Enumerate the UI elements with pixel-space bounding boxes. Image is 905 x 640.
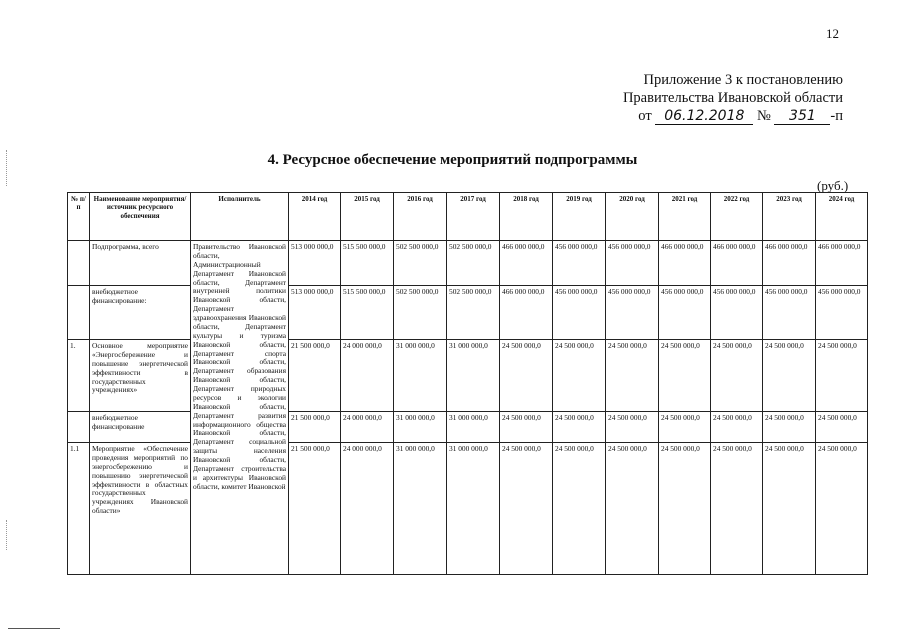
units-label: (руб.) (817, 178, 849, 193)
value-cell: 515 500 000,0 (341, 286, 394, 340)
value-cell: 21 500 000,0 (289, 340, 341, 412)
value-cell: 24 000 000,0 (341, 443, 394, 575)
value-cell: 24 500 000,0 (500, 443, 553, 575)
value-cell: 24 500 000,0 (763, 443, 816, 575)
value-cell: 24 500 000,0 (553, 412, 606, 443)
value-cell: 456 000 000,0 (659, 286, 711, 340)
row-num: 1. (68, 340, 90, 412)
header-year: 2018 год (500, 193, 553, 241)
value-cell: 24 000 000,0 (341, 340, 394, 412)
value-cell: 21 500 000,0 (289, 443, 341, 575)
table-row (68, 286, 868, 340)
page-number: 12 (826, 26, 839, 41)
value-cell: 31 000 000,0 (394, 340, 447, 412)
appendix-line-2: Правительства Ивановской области (622, 90, 843, 106)
value-cell: 24 500 000,0 (606, 340, 659, 412)
value-cell: 24 500 000,0 (816, 443, 868, 575)
row-num (68, 412, 90, 443)
value-cell: 24 500 000,0 (500, 412, 553, 443)
row-name: Мероприятие «Обеспечение проведения мероприятий по энергосбережению и повышению энергетической эффективности в областных государственных учреждениях Ивановской области» (90, 443, 191, 575)
value-cell: 456 000 000,0 (553, 286, 606, 340)
header-year: 2021 год (659, 193, 711, 241)
value-cell: 24 500 000,0 (816, 340, 868, 412)
header-year: 2017 год (447, 193, 500, 241)
value-cell: 24 500 000,0 (711, 412, 763, 443)
value-cell: 21 500 000,0 (289, 412, 341, 443)
value-cell: 31 000 000,0 (447, 340, 500, 412)
appendix-from-label: от (638, 108, 652, 124)
value-cell: 466 000 000,0 (711, 241, 763, 286)
value-cell: 466 000 000,0 (659, 241, 711, 286)
value-cell: 456 000 000,0 (606, 241, 659, 286)
value-cell: 456 000 000,0 (711, 286, 763, 340)
table-row (68, 443, 868, 575)
header-year: 2015 год (341, 193, 394, 241)
value-cell: 466 000 000,0 (500, 241, 553, 286)
resource-table (67, 192, 868, 575)
value-cell: 502 500 000,0 (394, 241, 447, 286)
value-cell: 24 500 000,0 (659, 412, 711, 443)
appendix-date-line (638, 108, 843, 125)
value-cell: 466 000 000,0 (500, 286, 553, 340)
value-cell: 24 500 000,0 (553, 443, 606, 575)
row-num (68, 286, 90, 340)
row-num: 1.1 (68, 443, 90, 575)
value-cell: 466 000 000,0 (816, 241, 868, 286)
value-cell: 24 500 000,0 (763, 340, 816, 412)
value-cell: 24 500 000,0 (659, 443, 711, 575)
row-name: Подпрограмма, всего (90, 241, 191, 286)
appendix-line-1: Приложение 3 к постановлению (643, 72, 843, 88)
page-heading: 4. Ресурсное обеспечение мероприятий подпрограммы (267, 152, 638, 168)
value-cell: 24 500 000,0 (816, 412, 868, 443)
header-year: 2024 год (816, 193, 868, 241)
margin-mark (6, 520, 8, 550)
value-cell: 24 500 000,0 (763, 412, 816, 443)
value-cell: 456 000 000,0 (553, 241, 606, 286)
value-cell: 502 500 000,0 (447, 241, 500, 286)
appendix-number-suffix: -п (830, 108, 843, 124)
value-cell: 31 000 000,0 (447, 443, 500, 575)
value-cell: 24 500 000,0 (606, 443, 659, 575)
value-cell: 31 000 000,0 (447, 412, 500, 443)
value-cell: 456 000 000,0 (763, 286, 816, 340)
value-cell: 466 000 000,0 (763, 241, 816, 286)
value-cell: 502 500 000,0 (447, 286, 500, 340)
header-year: 2016 год (394, 193, 447, 241)
value-cell: 456 000 000,0 (606, 286, 659, 340)
value-cell: 31 000 000,0 (394, 443, 447, 575)
table-row (68, 340, 868, 412)
header-num: № п/п (68, 193, 90, 241)
header-year: 2023 год (763, 193, 816, 241)
table-row (68, 241, 868, 286)
value-cell: 456 000 000,0 (816, 286, 868, 340)
value-cell: 513 000 000,0 (289, 286, 341, 340)
value-cell: 24 500 000,0 (659, 340, 711, 412)
value-cell: 24 500 000,0 (500, 340, 553, 412)
value-cell: 24 500 000,0 (711, 340, 763, 412)
value-cell: 24 500 000,0 (711, 443, 763, 575)
value-cell: 502 500 000,0 (394, 286, 447, 340)
row-num (68, 241, 90, 286)
appendix-number: 351 (774, 109, 830, 125)
row-name: внебюджетное финансирование: (90, 286, 191, 340)
footer-line (8, 628, 60, 629)
appendix-number-sign: № (756, 108, 771, 124)
header-year: 2020 год (606, 193, 659, 241)
value-cell: 24 000 000,0 (341, 412, 394, 443)
header-year: 2022 год (711, 193, 763, 241)
appendix-date: 06.12.2018 (655, 109, 753, 125)
value-cell: 24 500 000,0 (553, 340, 606, 412)
row-name: Основное мероприятие «Энергосбережение и повышение энергетической эффективности в государственных учреждениях» (90, 340, 191, 412)
value-cell: 515 500 000,0 (341, 241, 394, 286)
table-row (68, 412, 868, 443)
value-cell: 31 000 000,0 (394, 412, 447, 443)
value-cell: 24 500 000,0 (606, 412, 659, 443)
value-cell: 513 000 000,0 (289, 241, 341, 286)
header-executor: Исполнитель (191, 193, 289, 241)
header-year: 2019 год (553, 193, 606, 241)
executor-cell: Правительство Ивановской области, Администрационный Департамент Ивановской области, Департамент внутренней политики Ивановской области, Департамент здравоохранения Ивановской области, Департамент культуры и туризма Ивановской области, Департамент спорта Ивановской области, Департамент образования Ивановской области, Департамент природных ресурсов и экологии Ивановской области, Департамент развития информационного общества Ивановской области, Департамент социальной защиты населения Ивановской области, Департамент строительства и архитектуры Ивановской области, комитет Ивановской (191, 241, 289, 575)
table-header-row (68, 193, 868, 241)
header-name: Наименование мероприятия/источник ресурсного обеспечения (90, 193, 191, 241)
row-name: внебюджетное финансирование (90, 412, 191, 443)
header-year: 2014 год (289, 193, 341, 241)
margin-mark (6, 150, 8, 186)
